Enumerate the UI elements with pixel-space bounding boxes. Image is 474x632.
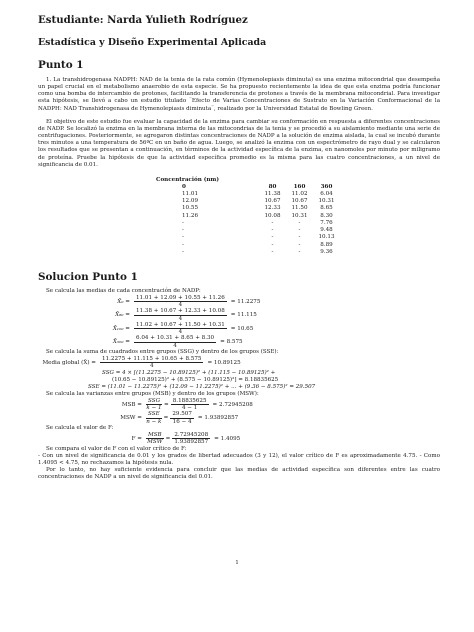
equation-result: = 11.2275	[230, 298, 261, 305]
means-intro: Se calcula las medias de cada concentración de NADP:	[46, 287, 201, 294]
mean-equation	[38, 295, 440, 309]
table-row	[160, 213, 340, 220]
table-cell: 8.65	[320, 205, 333, 212]
table-cell: 10.67	[291, 198, 308, 205]
table-cell: 10.31	[318, 198, 335, 205]
fraction-denominator: 4	[149, 363, 154, 370]
equation-lhs: MSW =	[120, 415, 142, 422]
fraction-denominator: n − k	[146, 418, 162, 425]
msw-equation: MSW = $\frac{\text{SSE}}{n - k}$ = $\frac{29.507}{16 - 4}$ = 1.93892857	[38, 411, 440, 425]
table-row	[160, 249, 340, 256]
fraction	[171, 398, 209, 412]
variance-intro: Se calcula las varianzas entre grupos (MSB) y dentro de los grupos (MSW):	[46, 390, 259, 397]
fraction	[134, 295, 227, 309]
equation-result: = 1.93892857	[197, 415, 239, 422]
means-equations	[38, 295, 440, 349]
table-cell: -	[182, 241, 184, 248]
ssg-equation-line2: (10.65 − 10.89125)² + (8.575 − 10.89125)²] = 8.18835625	[112, 376, 279, 383]
fraction-numerator: 11.2275 + 11.115 + 10.65 + 8.575	[102, 355, 202, 362]
table-cell: 11.26	[182, 212, 199, 219]
equation-lhs: X̄₃₆₀ =	[112, 339, 130, 346]
fraction-denominator: 4	[178, 302, 183, 309]
course-title: Estadística y Diseño Experimental Aplicada	[38, 37, 267, 48]
equation-lhs: X̄₈₀ =	[115, 312, 130, 319]
fraction	[134, 308, 227, 322]
sse-equation: SSE = (11.01 − 11.2275)² + (12.09 − 11.2275)² + ... + (9.36 − 8.575)² = 29.507	[88, 383, 316, 390]
page-number: 1	[235, 560, 239, 566]
fraction-denominator: 16 − 4	[172, 418, 192, 425]
table-cell: 10.08	[264, 212, 281, 219]
fraction-denominator: 4	[178, 315, 183, 322]
table-cell: 11.01	[182, 191, 199, 198]
fraction-numerator: 11.02 + 10.67 + 11.50 + 10.31	[136, 321, 225, 328]
table-cell: -	[271, 241, 274, 248]
fraction	[170, 411, 194, 425]
fraction-numerator: 11.01 + 12.09 + 10.55 + 11.26	[136, 294, 225, 301]
fraction-numerator: 29.507	[172, 411, 192, 418]
global-mean-equation	[38, 356, 440, 370]
table-row	[160, 227, 340, 234]
table-cell: 9.48	[320, 227, 333, 234]
table-row	[160, 242, 340, 249]
table-cell: 7.76	[320, 219, 333, 226]
fraction-numerator: SSG	[148, 397, 161, 404]
equation-result: = 2.72945208	[212, 401, 253, 408]
equation-lhs: X̄₁₆₀ =	[112, 325, 130, 332]
table-row	[160, 198, 340, 205]
table-cell: -	[298, 234, 301, 241]
table-cell: 10.31	[291, 212, 308, 219]
table-cell: 8.89	[320, 241, 333, 248]
table-cell: 11.38	[264, 191, 281, 198]
table-body	[160, 191, 340, 256]
table-header-cell: 160	[293, 183, 306, 190]
equation-lhs: MSB =	[121, 401, 142, 408]
ssg-equation-line1: SSG = 4 × [(11.2275 − 10.89125)² + (11.115 − 10.89125)² +	[102, 369, 276, 376]
table-header-cell: 360	[320, 183, 333, 190]
fraction	[100, 356, 203, 370]
equation-result: = 1.4095	[214, 435, 241, 442]
equation-result: = 8.575	[220, 339, 243, 346]
equation-result: = 10.65	[230, 325, 254, 332]
table-cell: 10.55	[182, 205, 199, 212]
fraction-denominator: k − 1	[146, 405, 162, 412]
table-cell: -	[298, 241, 301, 248]
equation-result: = 10.89125	[207, 359, 241, 366]
fraction-numerator: SSE	[148, 411, 160, 418]
table-cell: -	[298, 227, 301, 234]
table-cell: 9.36	[320, 248, 333, 255]
table-row	[160, 220, 340, 227]
equation-lhs: F =	[131, 435, 142, 442]
fraction-numerator: MSB	[148, 431, 162, 438]
equation-result: = 11.115	[230, 312, 257, 319]
table-cell: 12.09	[182, 198, 199, 205]
paragraph-objective: El objetivo de este estudio fue evaluar la capacidad de la enzima para cambiar su conformación en respuesta a diferentes concentraciones de NADP. Se localizó la enzima en la membrana interna de las mitocondrias de la tenia y se procedió a su aislamiento mediante una serie de centrifugaciones. Posteriormente, se agregaron distintas concentraciones de NADP a la solución de enzima aislada, la cual se incubó durante tres minutos a una temperatura de 56ºC en un baño de agua. Luego, se analizó la enzima con un espectrómetro de rayo dual y se calcularon los resultados que se presentan a continuación, en términos de la actividad específica de la enzima, en nanomoles por minuto por miligramo de proteína. Pruebe la hipótesis de que la actividad específica promedio es la misma para las cuatro concentraciones, a un nivel de significancia de 0.01.	[38, 118, 440, 168]
msb-equation: MSB = $\frac{\text{SSG}}{k - 1}$ = $\frac{8.18835625}{4 - 1}$ = 2.72945208	[38, 398, 440, 412]
fraction-denominator: 1.93892857	[174, 439, 209, 446]
fraction	[172, 432, 210, 446]
fraction-denominator: 4 − 1	[181, 405, 198, 412]
fraction	[146, 398, 162, 412]
table-cell: -	[298, 219, 301, 226]
table-cell: -	[182, 219, 184, 226]
conclusion-final: Por lo tanto, no hay suficiente evidencia para concluir que las medias de actividad específica son diferentes entre las cuatro concentraciones de NADP a un nivel de significancia del 0.01.	[38, 467, 440, 481]
f-intro: Se calcula el valor de F:	[46, 424, 114, 431]
fraction-denominator: MSW	[147, 439, 163, 446]
section-title-punto1: Punto 1	[38, 59, 84, 71]
conclusion-critical-value: - Con un nivel de significancia de 0.01 y los grados de libertad adecuados (3 y 12), el valor crítico de F es aproximadamente 4.75. - Como 1.4095 < 4.75, no rechazamos la hipótesis nula.	[38, 452, 440, 466]
table-row	[160, 234, 340, 241]
table-cell: -	[298, 248, 301, 255]
table-cell: 10.67	[264, 198, 281, 205]
fraction-denominator: 4	[178, 329, 183, 336]
mean-equation	[38, 336, 440, 350]
fraction	[146, 432, 164, 446]
fraction-numerator: 2.72945208	[174, 431, 209, 438]
ss-intro: Se calcula la suma de cuadrados entre grupos (SSG) y dentro de los grupos (SSE):	[46, 349, 279, 356]
compare-text: Se compara el valor de F con el valor crítico de F:	[46, 445, 187, 452]
table-row	[160, 205, 340, 212]
table-row	[160, 191, 340, 198]
table-cell: -	[271, 227, 274, 234]
fraction-denominator: 4	[173, 342, 177, 349]
table-header-row	[160, 184, 340, 191]
table-header-cell: 80	[268, 183, 277, 190]
fraction-numerator: 8.18835625	[172, 397, 207, 404]
equation-lhs: X̄₀ =	[117, 298, 130, 305]
f-equation	[38, 432, 440, 446]
mean-equation	[38, 309, 440, 323]
fraction	[134, 335, 216, 349]
concentration-table	[160, 184, 340, 256]
equation-lhs: Media global (X̄) =	[42, 359, 96, 366]
fraction	[146, 411, 162, 425]
table-cell: -	[182, 227, 184, 234]
table-cell: 11.02	[291, 191, 308, 198]
f-equation: F = $\frac{\text{MSB}}{\text{MSW}}$ = $\frac{2.72945208}{1.93892857}$ = 1.4095	[38, 432, 440, 446]
table-cell: 10.13	[318, 234, 335, 241]
section-title-solution: Solucion Punto 1	[38, 270, 138, 283]
table-cell: 11.50	[291, 205, 308, 212]
variance-equations	[38, 398, 440, 425]
paragraph-intro: 1. La transhidrogenasa NADPH: NAD de la tenia de la rata común (Hymenolepiasis diminuta) es una enzima mitocondrial que desempeña un papel crucial en el metabolismo anaerobio de esta especie. Se ha propuesto recientemente la idea de que esta enzima podría funcionar como una bomba de intercambio de protones, facilitando la transferencia de protones a través de la membrana mitocondrial. Para investigar esta hipótesis, se llevó a cabo un estudio titulado ¨Efecto de Varias Concentraciones de Sustrato en la Variación Conformacional de la NADPH: NAD Transhidrogenasa de Hymenolepiasis diminuta¨, realizado por la Universidad Estatal de Bowling Green.	[38, 77, 440, 112]
fraction-numerator: 11.38 + 10.67 + 12.33 + 10.08	[136, 308, 225, 315]
table-cell: -	[271, 248, 274, 255]
table-cell: -	[271, 219, 274, 226]
table-caption: Concentración (nm)	[156, 176, 219, 183]
table-cell: -	[182, 234, 184, 241]
fraction	[134, 322, 227, 336]
mean-equation	[38, 322, 440, 336]
table-header-cell: 0	[182, 183, 186, 190]
table-cell: 12.33	[264, 205, 281, 212]
student-name: Estudiante: Narda Yulieth Rodríguez	[38, 14, 248, 26]
table-cell: 8.30	[320, 212, 333, 219]
table-cell: 6.04	[320, 191, 333, 198]
table-cell: -	[271, 234, 274, 241]
table-cell: -	[182, 248, 184, 255]
fraction-numerator: 6.04 + 10.31 + 8.65 + 8.30	[136, 335, 215, 342]
